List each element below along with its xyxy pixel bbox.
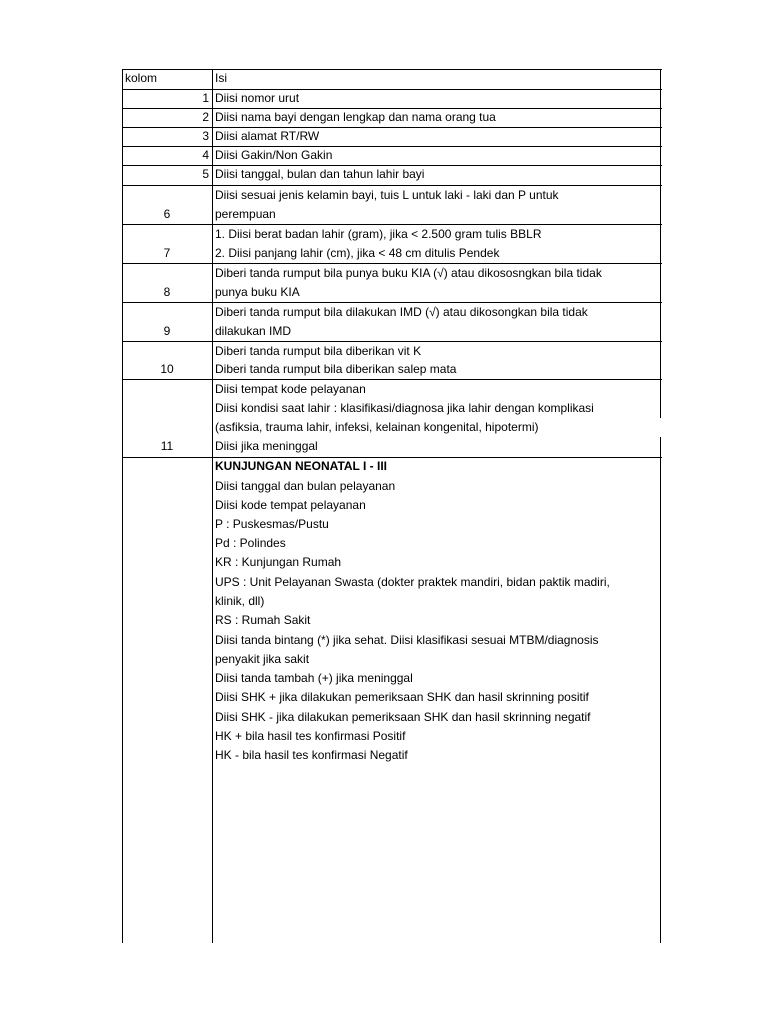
grid-line: [212, 69, 213, 943]
row-number: 3: [202, 129, 209, 143]
section-line: HK + bila hasil tes konfirmasi Positif: [215, 729, 406, 743]
header-kolom: kolom: [125, 71, 158, 85]
section-line: HK - bila hasil tes konfirmasi Negatif: [215, 748, 408, 762]
section-line: RS : Rumah Sakit: [215, 613, 311, 627]
row-text: 1. Diisi berat badan lahir (gram), jika < 2.500 gram tulis BBLR: [215, 227, 542, 241]
row-text: Diisi nama bayi dengan lengkap dan nama orang tua: [215, 110, 496, 124]
section-line: Diisi SHK - jika dilakukan pemeriksaan SHK dan hasil skrinning negatif: [215, 710, 591, 724]
row-text: dilakukan IMD: [215, 324, 292, 338]
grid-line: [660, 437, 661, 943]
row-text: Diisi kondisi saat lahir : klasifikasi/diagnosa jika lahir dengan komplikasi: [215, 401, 594, 415]
row-number: 11: [160, 439, 174, 453]
section-line: Diisi tanda bintang (*) jika sehat. Diisi klasifikasi sesuai MTBM/diagnosis: [215, 633, 599, 647]
row-text: Diberi tanda rumput bila diberikan vit K: [215, 344, 422, 358]
row-number: 2: [202, 110, 209, 124]
row-number: 10: [160, 362, 174, 376]
grid-line: [122, 457, 662, 458]
row-text: punya buku KIA: [215, 285, 300, 299]
section-title: KUNJUNGAN NEONATAL I - III: [215, 459, 388, 473]
row-number: 8: [163, 285, 171, 299]
section-line: Diisi kode tempat pelayanan: [215, 498, 366, 512]
row-text: Diisi tempat kode pelayanan: [215, 382, 366, 396]
row-text: Diberi tanda rumput bila dilakukan IMD (√) atau dikosongkan bila tidak: [215, 305, 588, 319]
grid-line: [122, 379, 662, 380]
grid-line: [122, 69, 662, 70]
row-text: Diberi tanda rumput bila punya buku KIA (√) atau dikososngkan bila tidak: [215, 266, 602, 280]
row-text: perempuan: [215, 207, 276, 221]
row-text: Diisi sesuai jenis kelamin bayi, tuis L untuk laki - laki dan P untuk: [215, 188, 559, 202]
section-line: P : Puskesmas/Pustu: [215, 517, 329, 531]
header-isi: Isi: [215, 71, 227, 85]
section-line: penyakit jika sakit: [215, 652, 310, 666]
grid-line: [660, 69, 661, 418]
section-line: KR : Kunjungan Rumah: [215, 555, 342, 569]
row-number: 6: [163, 207, 171, 221]
row-number: 4: [202, 148, 209, 162]
row-number: 9: [163, 324, 171, 338]
section-line: UPS : Unit Pelayanan Swasta (dokter praktek mandiri, bidan paktik madiri,: [215, 575, 610, 589]
row-number: 7: [163, 246, 171, 260]
row-text: Diisi nomor urut: [215, 91, 300, 105]
row-text: Diisi tanggal, bulan dan tahun lahir bayi: [215, 167, 425, 181]
grid-line: [122, 69, 123, 943]
row-text: (asfiksia, trauma lahir, infeksi, kelainan kongenital, hipotermi): [215, 420, 539, 434]
row-number: 5: [202, 167, 209, 181]
row-text: Diberi tanda rumput bila diberikan salep mata: [215, 362, 457, 376]
section-line: Pd : Polindes: [215, 536, 286, 550]
section-line: Diisi tanda tambah (+) jika meninggal: [215, 671, 413, 685]
section-line: klinik, dll): [215, 594, 265, 608]
row-text: Diisi alamat RT/RW: [215, 129, 320, 143]
row-text: 2. Diisi panjang lahir (cm), jika < 48 cm ditulis Pendek: [215, 246, 500, 260]
section-line: Diisi SHK + jika dilakukan pemeriksaan SHK dan hasil skrinning positif: [215, 690, 589, 704]
section-line: Diisi tanggal dan bulan pelayanan: [215, 479, 396, 493]
row-text: Diisi Gakin/Non Gakin: [215, 148, 333, 162]
row-number: 1: [202, 91, 209, 105]
row-text: Diisi jika meninggal: [215, 439, 318, 453]
